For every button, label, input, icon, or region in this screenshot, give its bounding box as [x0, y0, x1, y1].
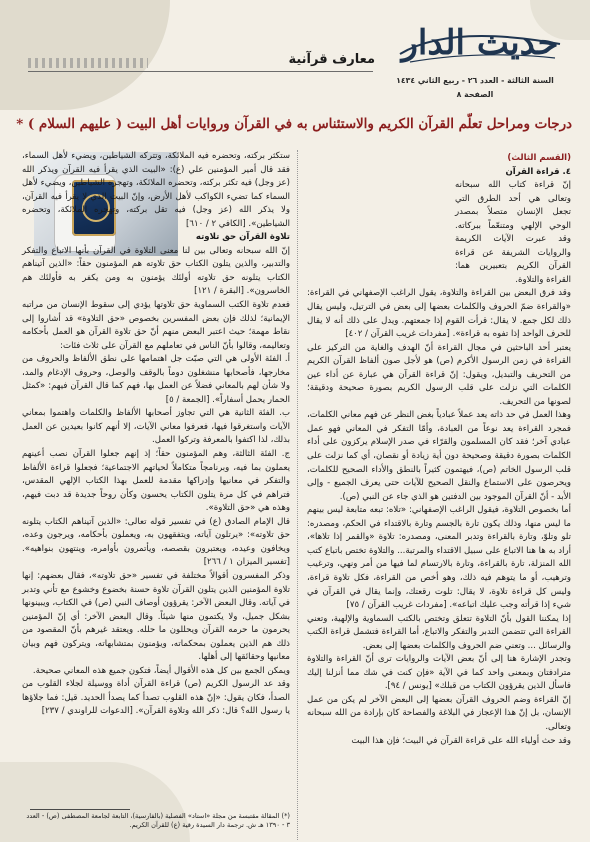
section-heading: تلاوة القرآن حق تلاوته [195, 232, 290, 243]
paragraph: ب. الفئة الثانية هي التي تجاوز أصحابها الألفاظ والكلمات واهتموا بمعاني الآيات واستغرقوا فيها، فعرفوا معاني الآيات، إلا أنهم كانوا بعيدين عن العمل بذلك، لذا اكتفوا بالمعرفة وتركوا العمل. [22, 408, 290, 446]
paragraph: إنّ القراءة وضم الحروف القرآن بعضها إلى البعض الآخر لم يكن من عمل الإنسان، بل إنّ هذا الإعجاز في البلاغة والفصاحة كان بإرادة من الله سبحانه وتعالى. [307, 694, 571, 732]
paragraph: يعتبر أحد الباحثين في مجال القراءة أنّ الهدف والغاية من التركيز على القراءة في زمن الرسول الأكرم (ص) هو لأجل صون ألفاظ القرآن الكريم من التحريف والتبديل، ويقول: إنّ قراءة القرآن هي عبارة عن أداء عين الكلمات التي نزلت على قلب الرسول الكريم بصورة صحيحة ودقيقة؛ لصونها من التحريف. [307, 342, 571, 407]
paragraph: ج. الفئة الثالثة، وهم المؤمنون حقاً؛ إذ إنهم جعلوا القرآن نصب أعينهم يعملون بما فيه، وبرنامجاً متكاملاً لحياتهم الاجتماعية؛ فجعلوا قراءة الألفاظ والتفكر في معانيها وإدراكها مقدمة للعمل بهذا الكتاب الإلهي المقدس، فتراهم في كل مرة يتلون الكتاب يحسون وكأن روحاً جديدة قد دبت فيهم، وهذه هي «حق التلاوة». [22, 449, 290, 514]
paragraph: إنّ الله سبحانه وتعالى بين لنا معنى التلاوة في القرآن بأنها الاتباع والتفكر والتدبير، والذين يتلون الكتاب حق تلاوته هم المؤمنون حقاً: «الذين آتيناهم الكتاب يتلونه حق تلاوته أولئك يؤمنون به ومن يكفر به فأولئك هم الخاسرون». [البقرة / ١٢١] [22, 245, 290, 297]
column-divider [297, 150, 298, 840]
paragraph: وتجدر الإشارة هنا إلى أنّ بعض الآيات والروايات ترى أنّ القراءة والتلاوة مترادفتان وبمعنى واحد كما في الآية «فإن كنت في شك مما أنزلنا إليك فاسأل الذين يقرؤون الكتاب من قبلك» [يونس / ٩٤]. [307, 654, 571, 692]
paragraph: وقد حث أولياء الله على قراءة القرآن في البيت؛ فإن هذا البيت [351, 735, 571, 746]
part-label: (القسم الثالث) [507, 153, 571, 163]
paragraph: فعدم تلاوة الكتب السماوية حق تلاوتها يؤدي إلى سقوط الإنسان من مراتبه الإيمانية؛ لذلك فإن بعض المفسرين بخصوص «حق التلاوة» قد أشاروا إلى نقاط مهمة؛ حيث اعتبر البعض منهم أنّ حق تلاوة القرآن هو العمل بأحكامه وتعاليمه، وقالوا بأنّ الناس في تعاملهم مع القرآن على ثلاث فئات: [22, 300, 290, 351]
paragraph: أ. الفئة الأولى هي التي صبّت جل اهتمامها على نطق الألفاظ والحروف من مخارجها، فأصحابها منشغلون دوماً بالوقف والوصل، وحروف الإدغام والمد، ولا شأن لهم بالمعاني فضلاً عن العمل بها، فهم كما قال القرآن فيهم: «كمثل الحمار يحمل أسفاراً». [الجمعة / ٥] [22, 354, 290, 405]
logo-text: حديث الدار [401, 23, 559, 63]
left-column [22, 150, 290, 719]
masthead [380, 14, 570, 110]
paragraph: وهذا العمل في حد ذاته يعد عملاً عبادياً بغض النظر عن فهم معاني الكلمات، فمجرد القراءة يعد نوعاً من العبادة، وأمّا التفكر في المعاني فهو عمل عبادي آخر؛ فقد كان المسلمون والقرّاء في صدر الإسلام يركزون على أداء الكلمات بصورة دقيقة وصحيحة دون أية زيادة أو نقصان، أي كما نزلت على قلب الرسول الخاتم (ص)، فيهتمون كثيراً بالنطق والأداء الصحيح للكلمات، ويحرصون على الاستماع والنقل الصحيح للآيات حتى يعرف الجميع - وإلى الأبد - أنّ القرآن الموجود بين الدفتين هو الذي جاء عن النبي (ص). [307, 410, 571, 502]
paragraph: وذكر المفسرون أقوالاً مختلفة في تفسير «حق تلاوته»، فقال بعضهم: إنها تلاوة المؤمنين الذين يتلون القرآن تلاوة حسنة بخضوع وخشوع مع تأني وتدبر في آياته. وقال البعض الآخر: يقرؤون أوصاف النبي (ص) في الكتاب، ويبينونها بشكل جميل، ولا يكتمون منها شيئاً. وقال البعض الآخر: أي إنّ المؤمنين يحرمون ما حرمه القرآن ويحللون ما حلله. ويعتقد غيرهم بأنّ المقصود من ذلك هم الذين يعملون بمحكماته، ويؤمنون بمتشابهاته، ويتركون فهم وبيان معانيها وحقائقها إلى أهلها. [22, 570, 290, 663]
section-heading: ٤. قراءة القرآن [505, 166, 571, 177]
footnote: (*) المقالة مقتبسة من مجلة «استاد» الفصلية (بالفارسية)، التابعة لجامعة المصطفى (ص) - العدد ٣ - ١٣٩٠ هـ ش. ترجمة دار السيدة رقية (ع) للقرآن الكريم. [26, 812, 290, 830]
paragraph: إذا يمكننا القول بأنّ التلاوة تتعلق وتختص بالكتب السماوية والإلهية، وتعني القراءة التي تتضمن التدبر والتفكر والاتباع، أما القراءة فتشمل قراءة الكتب والرسائل ... وتعني ضم الحروف والكلمات بعضها إلى بعض. [307, 613, 571, 651]
article-title: درجات ومراحل تعلّم القرآن الكريم والاستئناس به في القرآن وروايات أهل البيت ( عليهم السلام ) * [16, 116, 572, 132]
paragraph: وقد عد الرسول الكريم (ص) قراءة القرآن أداة ووسيلة لجلاء القلوب من الصدأ، فكان يقول: «إنّ هذه القلوب تصدأ كما يصدأ الحديد. قيل: فما جلاؤها يا رسول الله؟ قال: ذكر الله وتلاوة القرآن». [الدعوات للراوندي / ٢٣٧] [22, 679, 290, 717]
issue-line: السنة الثالثة - العدد ٢٦ - ربيع الثاني ١٤٣٤ [396, 76, 554, 85]
paragraph: وقد فرق البعض بين القراءة والتلاوة، يقول الراغب الإصفهاني في القراءة: «والقراءة ضمّ الحروف والكلمات بعضها إلى بعض في الترتيل، وليس يقال ذلك لكل جمع. لا يقال: قرأت القوم إذا جمعتهم. ويدل على ذلك أنه لا يقال للحرف الواحد إذا تفوه به قراءة». [مفردات غريب القرآن / ٤٠٢] [307, 288, 571, 340]
paragraph: ويمكن الجمع بين كل هذه الأقوال أيضاً، فتكون جميع هذه المعاني صحيحة. [32, 665, 290, 676]
paragraph: ستكثر بركته، وتحضره فيه الملائكة، وتتركه الشياطين، ويضيء لأهل السماء، فقد قال أمير المؤمنين علي (ع): «البيت الذي يقرأ فيه القرآن ويذكر الله (عز وجل) فيه تكثر بركته، وتحضره الملائكة، وتهجره الشياطين، ويضيء لأهل السماء كما تضيء الكواكب لأهل الأرض، وإنّ البيت الذي لا يقرأ فيه القرآن، ولا يذكر الله (عز وجل) فيه تقل بركته، وتهجره الملائكة، وتحضره الشياطين». [الكافي ٢ / ٦١٠] [22, 151, 290, 229]
section-title: معارف قرآنية [288, 52, 375, 67]
paragraph: إنّ قراءة كتاب الله سبحانه وتعالى هي أحد الطرق التي تجعل الإنسان متصلاً بمصدر الوحي الإلهي ومتنعّماً ببركاته. وقد عبرت الآيات الكريمة والروايات الشريفة عن قراءة القرآن الكريم بتعبيرين هما: القراءة والتلاوة. [455, 180, 571, 285]
corner-ornament [0, 0, 170, 110]
section-divider [28, 71, 373, 72]
paragraph: قال الإمام الصادق (ع) في تفسير قوله تعالى: «الذين آتيناهم الكتاب يتلونه حق تلاوته»: «يرتلون آياته، ويتفقهون به، ويعملون بأحكامه، ويرجون وعده، ويخافون وعيده، ويعتبرون بقصصه، ويأتمرون بأوامره، وينتهون بنواهيه». [تفسير الميزان ١ / ٢٦٦] [22, 516, 290, 568]
right-column [307, 152, 571, 748]
page-number: الصفحة ٨ [456, 90, 494, 99]
footnote-divider [30, 809, 130, 810]
paragraph: أما بخصوص التلاوة، فيقول الراغب الإصفهاني: «تلاه: تبعه متابعة ليس بينهم ما ليس منها، وذلك يكون تارة بالجسم وتارة بالاقتداء في الحكم، ومصدره: تلو وتلوّ، وتارة بالقراءة وتدبر المعنى، ومصدره: تلاوة «والقمر إذا تلاها»، أراد به ها هنا الاتباع على سبيل الاقتداء والمرتبة... والتلاوة تختص باتباع كتب الله المنزلة، تارة بالقراءة، وتارة بالارتسام لما فيها من أمر ونهي، وترغيب وترهيب، أو ما يتوهم فيه ذلك، وهو أخص من القراءة، فكل تلاوة قراءة، وليس كل قراءة تلاوة، لا يقال: تلوت رقعتك، وإنما يقال في القرآن في شيء إذا قرأته وجب عليك اتباعه». [مفردات غريب القرآن / ٧٥] [307, 505, 571, 611]
decorative-dots [28, 58, 148, 68]
magazine-logo [390, 14, 570, 72]
